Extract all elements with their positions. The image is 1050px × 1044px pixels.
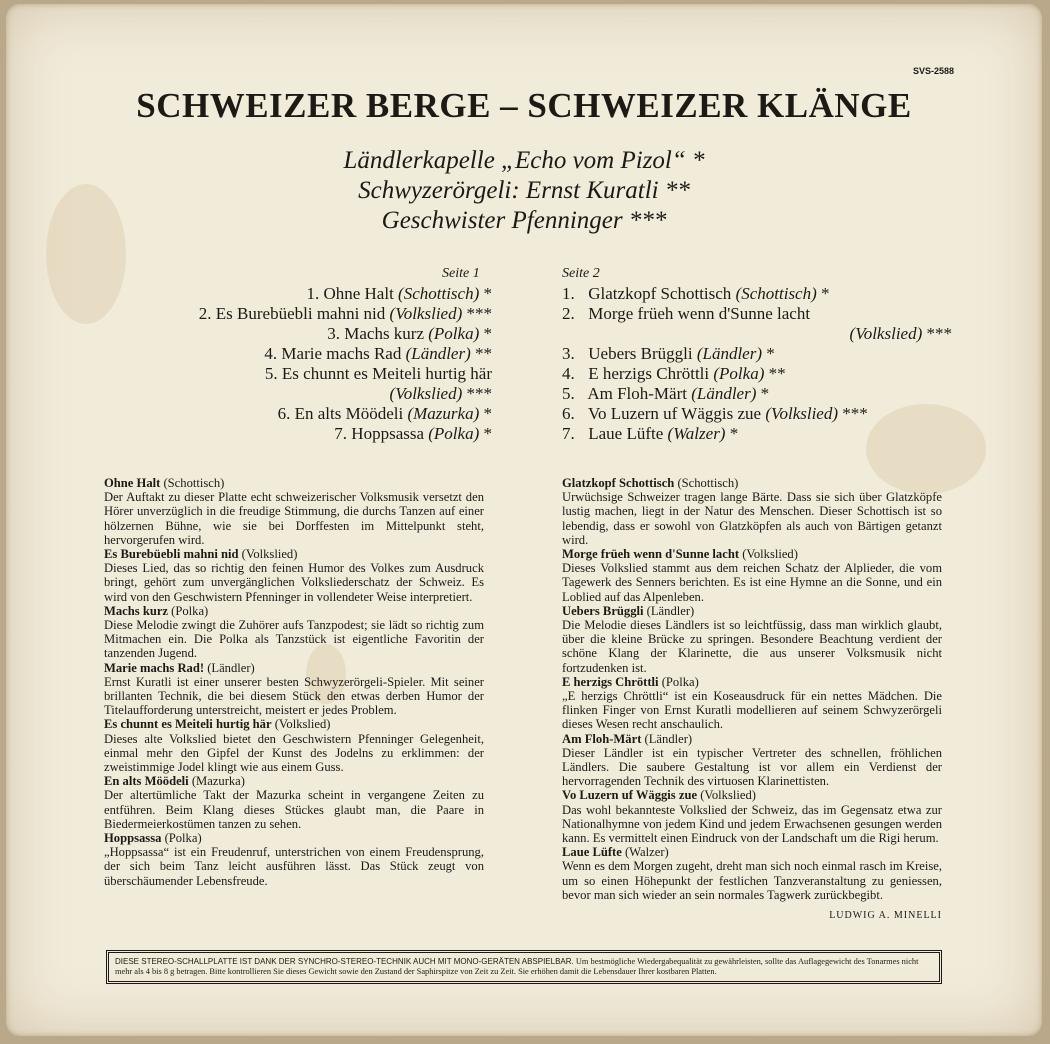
track-title: Hoppsassa xyxy=(351,424,425,443)
track-number: 4. xyxy=(264,344,278,363)
note-text: Dieses Volkslied stammt aus dem reichen Schatz der Alplieder, die vom Tagewerk des Senners berichten. Es ist eine Hymne an die Sonne, und ein Loblied auf das Alpenleben. xyxy=(562,561,942,604)
track-genre: (Schottisch) xyxy=(735,284,817,303)
note-text: Dieser Ländler ist ein typischer Vertreter des schnellen, fröhlichen Ländlers. Die saubere Gestaltung ist vor allem ein Verdienst der hervorragenden Technik des virtuosen Klarinettisten. xyxy=(562,745,942,789)
note-title: Hoppsassa xyxy=(104,831,162,846)
track-artist-mark: * xyxy=(760,384,770,403)
track-number: 4. xyxy=(562,364,575,383)
track-genre: (Volkslied) xyxy=(389,304,463,323)
note-entry xyxy=(562,845,942,902)
note-genre: (Mazurka) xyxy=(191,774,245,789)
track-genre: (Polka) xyxy=(428,424,480,443)
note-title: Marie machs Rad! xyxy=(104,660,205,675)
track-title: En alts Möödeli xyxy=(294,404,404,423)
notice-text: Um bestmögliche Wiedergabequalität zu gewährleisten, sollte das Auflagegewicht des Tonarmes nicht mehr als 4 bis 8 g betragen. Bitte kontrollieren Sie dieses Gewicht sowie den Zustand der Saphirspitze von Zeit zu Zeit. Sie erhöhen damit die Lebensdauer Ihrer kostbaren Platten. xyxy=(115,957,919,976)
track-number: 2. xyxy=(198,304,212,323)
note-genre: (Walzer) xyxy=(624,845,669,860)
track-number: 5. xyxy=(562,384,575,403)
track-row xyxy=(102,304,492,324)
side-1-tracklist xyxy=(102,284,492,444)
track-title: Marie machs Rad xyxy=(281,344,402,363)
track-row xyxy=(102,424,492,444)
side-1-label: Seite 1 xyxy=(442,266,480,281)
track-artist-mark: *** xyxy=(466,304,492,323)
note-entry xyxy=(562,547,942,604)
track-title: Vo Luzern uf Wäggis zue xyxy=(587,404,762,423)
track-number: 3. xyxy=(562,344,575,363)
track-artist-mark: *** xyxy=(466,384,492,403)
album-title: SCHWEIZER BERGE – SCHWEIZER KLÄNGE xyxy=(136,86,912,125)
artist-line: Ländlerkapelle „Echo vom Pizol“ * xyxy=(343,147,705,174)
track-title: Uebers Brüggli xyxy=(588,344,693,363)
track-artist-mark: ** xyxy=(768,364,786,383)
track-genre: (Schottisch) xyxy=(398,284,480,303)
note-genre: (Volkslied) xyxy=(742,547,798,562)
note-genre: (Ländler) xyxy=(644,731,693,746)
note-title: Morge früeh wenn d'Sunne lacht xyxy=(562,547,740,562)
track-title: Es chunnt es Meiteli hurtig här xyxy=(281,364,492,383)
note-title: E herzigs Chröttli xyxy=(562,674,659,689)
track-title: Laue Lüfte xyxy=(588,424,664,443)
track-artist-mark: * xyxy=(483,404,492,423)
track-row xyxy=(102,344,492,364)
track-genre: (Ländler) xyxy=(691,384,757,403)
note-entry xyxy=(104,831,484,888)
note-genre: (Polka) xyxy=(164,831,202,846)
note-text: Die Melodie dieses Ländlers ist so leichtfüssig, dass man wirklich glaubt, über die kleine Brücke zu springen. Besondere Beachtung verdient der schöne Klang der Klarinette, die aus unserer Volksmusik nicht fortzudenken ist. xyxy=(562,618,942,675)
track-artist-mark: * xyxy=(729,424,739,443)
artist-line: Schwyzerörgeli: Ernst Kuratli ** xyxy=(358,177,690,204)
note-entry xyxy=(562,788,942,845)
note-genre: (Schottisch) xyxy=(677,476,739,490)
note-entry xyxy=(104,661,484,718)
record-sleeve-back xyxy=(6,4,1042,1036)
note-title: En alts Möödeli xyxy=(104,774,189,789)
track-row xyxy=(102,324,492,344)
side-2-tracklist xyxy=(562,284,952,444)
track-title: Glatzkopf Schottisch xyxy=(588,284,732,303)
track-artist-mark: * xyxy=(483,324,492,343)
track-number: 6. xyxy=(277,404,291,423)
track-row xyxy=(562,344,952,364)
note-title: Machs kurz xyxy=(104,603,169,618)
track-row xyxy=(562,384,952,404)
track-genre: (Polka) xyxy=(428,324,480,343)
note-text: Das wohl bekannteste Volkslied der Schweiz, das im Gegensatz etwa zur Nationalhymne von jedem Kind und jedem Erwachsenen gesungen werden kann. Es vermittelt einen Eindruck von der Landschaft um die Rigi herum. xyxy=(562,802,942,846)
liner-notes-left xyxy=(104,476,484,888)
track-artist-mark: *** xyxy=(926,324,952,343)
note-entry xyxy=(104,774,484,831)
track-title: Am Floh-Märt xyxy=(587,384,687,403)
note-title: Es Burebüebli mahni nid xyxy=(104,547,239,562)
note-text: Der altertümliche Takt der Mazurka scheint in vergangene Zeiten zu entführen. Beim Klang dieses Stückes glaubt man, die Paare in Biedermeierkostümen tanzen zu sehen. xyxy=(104,788,484,831)
playback-notice xyxy=(106,950,942,984)
track-artist-mark: ** xyxy=(475,344,492,363)
track-genre: (Ländler) xyxy=(405,344,471,363)
note-genre: (Polka) xyxy=(661,674,699,689)
track-number: 7. xyxy=(334,424,348,443)
track-title: Machs kurz xyxy=(344,324,425,343)
note-title: Uebers Brüggli xyxy=(562,603,644,618)
note-genre: (Volkslied) xyxy=(241,547,298,562)
track-row xyxy=(102,404,492,424)
artist-line: Geschwister Pfenninger *** xyxy=(381,207,667,234)
track-artist-mark: * xyxy=(483,284,492,303)
catalog-number: SVS-2588 xyxy=(912,66,954,76)
note-text: Diese Melodie zwingt die Zuhörer aufs Tanzpodest; sie lädt so richtig zum Mitmachen ein. Die Polka als Tanzstück ist eigentliche Favoritin der tanzenden Jugend. xyxy=(104,618,484,661)
track-number: 6. xyxy=(562,404,575,423)
note-entry xyxy=(104,476,484,547)
track-title: Es Burebüebli mahni nid xyxy=(215,304,386,323)
track-number: 5. xyxy=(264,364,278,383)
track-genre: (Polka) xyxy=(713,364,765,383)
track-row xyxy=(562,424,952,444)
track-genre: (Volkslied) xyxy=(765,404,839,423)
track-row xyxy=(102,364,492,384)
track-genre: (Mazurka) xyxy=(407,404,480,423)
track-title: E herzigs Chröttli xyxy=(588,364,710,383)
note-text: Urwüchsige Schweizer tragen lange Bärte. Dass sie sich über Glatzköpfe lustig machen, liegt in der Natur des Menschen. Dieser Schottisch ist so lebendig, dass er sowohl von Glatzköpfen als auch von Bärtigen getanzt wird. xyxy=(562,490,942,547)
track-artist-mark: * xyxy=(821,284,830,303)
note-genre: (Volkslied) xyxy=(700,788,756,803)
track-title: Ohne Halt xyxy=(323,284,394,303)
track-artist-mark: *** xyxy=(842,404,868,423)
note-title: Es chunnt es Meiteli hurtig här xyxy=(104,717,272,732)
note-entry xyxy=(562,604,942,675)
side-2-label: Seite 2 xyxy=(562,266,600,281)
note-genre: (Volkslied) xyxy=(274,717,331,732)
track-number: 1. xyxy=(306,284,320,303)
note-title: Vo Luzern uf Wäggis zue xyxy=(562,788,698,803)
note-genre: (Ländler) xyxy=(646,603,695,618)
note-text: Dieses Lied, das so richtig den feinen Humor des Volkes zum Ausdruck bringt, gehört zum unvergänglichen Volksliederschatz der Schweiz. Es wird von den Geschwistern Pfenninger in vollendeter Weise interpretiert. xyxy=(104,561,484,604)
track-number: 2. xyxy=(562,304,575,323)
track-number: 3. xyxy=(327,324,340,343)
note-text: Ernst Kuratli ist einer unserer besten Schwyzerörgeli-Spieler. Mit seiner brillanten Technik, die bei diesem Stück den etwas derben Humor der Titelaufforderung unterstreicht, meistert er jedes Problem. xyxy=(104,674,484,718)
track-title: Morge früeh wenn d'Sunne lacht xyxy=(588,304,811,323)
track-genre: (Walzer) xyxy=(667,424,726,443)
note-text: „E herzigs Chröttli“ ist ein Koseausdruck für ein nettes Mädchen. Die flinken Finger von Ernst Kuratli modellieren auf seinem Schwyzerörgeli dieses Wesen recht anschaulich. xyxy=(562,689,942,732)
track-row xyxy=(562,404,952,424)
signature: LUDWIG A. MINELLI xyxy=(829,910,942,921)
artist-credits xyxy=(6,146,1042,236)
note-title: Am Floh-Märt xyxy=(562,731,642,746)
track-number: 1. xyxy=(562,284,575,303)
track-row xyxy=(562,284,952,304)
note-title: Ohne Halt xyxy=(104,476,161,490)
note-entry xyxy=(562,732,942,789)
note-text: Dieses alte Volkslied bietet den Geschwistern Pfenninger Gelegenheit, einmal mehr den Gipfel der Kunst des Jodelns zu erklimmen: der zweistimmige Jodel klingt wie aus einem Guss. xyxy=(104,731,484,775)
note-entry xyxy=(562,476,942,547)
note-genre: (Ländler) xyxy=(207,660,255,675)
notice-lead: DIESE STEREO-SCHALLPLATTE IST DANK DER SYNCHRO-STEREO-TECHNIK AUCH MIT MONO-GERÄTEN ABSPIELBAR. xyxy=(115,957,574,966)
track-artist-mark: * xyxy=(766,344,775,363)
track-genre: (Ländler) xyxy=(696,344,763,363)
note-entry xyxy=(104,717,484,774)
track-row-continued xyxy=(562,324,952,344)
track-genre: (Volkslied) xyxy=(389,384,463,403)
note-text: Wenn es dem Morgen zugeht, dreht man sich noch einmal rasch im Kreise, um so einen Höhepunkt der festlichen Tanzveranstaltung zu geniessen, bevor man sich wieder an sein normales Tagwerk zurückbegibt. xyxy=(562,859,942,902)
liner-notes-right xyxy=(562,476,942,902)
track-row xyxy=(102,284,492,304)
track-row xyxy=(562,364,952,384)
note-text: Der Auftakt zu dieser Platte echt schweizerischer Volksmusik versetzt den Hörer unverzüglich in die freudige Stimmung, die durchs Tanzen auf einer hölzernen Bühne, wie sie bei Dorffesten im Mittelpunkt steht, hervorgerufen wird. xyxy=(104,490,484,547)
note-genre: (Polka) xyxy=(171,603,209,618)
note-entry xyxy=(104,547,484,604)
track-genre: (Volkslied) xyxy=(849,324,923,343)
track-number: 7. xyxy=(562,424,575,443)
track-row-continued xyxy=(102,384,492,404)
note-entry xyxy=(562,675,942,732)
track-row xyxy=(562,304,952,324)
note-genre: (Schottisch) xyxy=(163,476,225,490)
note-text: „Hoppsassa“ ist ein Freudenruf, unterstrichen von einem Freudensprung, der sich beim Tanz leicht ausführen lässt. Das Stück zeugt von überschäumender Lebensfreude. xyxy=(104,845,484,888)
track-artist-mark: * xyxy=(483,424,492,443)
note-title: Laue Lüfte xyxy=(562,845,622,860)
note-title: Glatzkopf Schottisch xyxy=(562,476,675,490)
note-entry xyxy=(104,604,484,661)
